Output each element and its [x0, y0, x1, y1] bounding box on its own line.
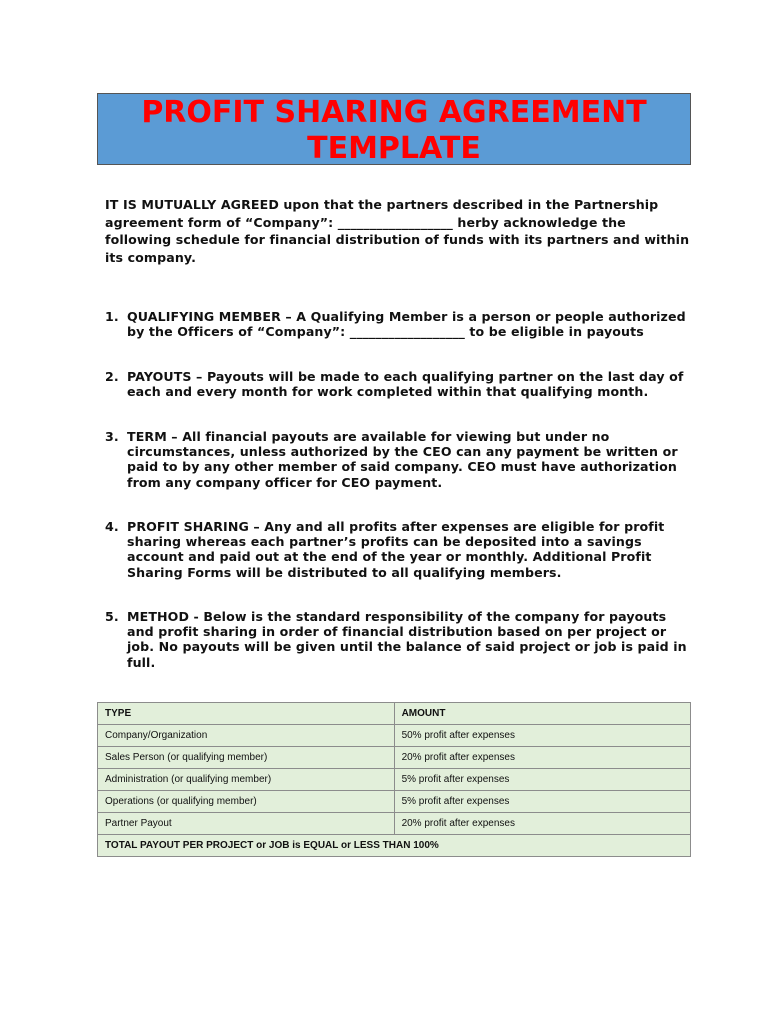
- clause-text: METHOD - Below is the standard responsibility of the company for payouts and profit sharing in order of financial distribution based on per project or job. No payouts will be given until the balance of said project or job is paid in full.: [127, 609, 687, 670]
- clause-text: PROFIT SHARING – Any and all profits after expenses are eligible for profit sharing whereas each partner’s profits can be deposited into a savings account and paid out at the end of the year or monthly. Additional Profit Sharing Forms will be distributed to all qualifying members.: [127, 519, 665, 580]
- total-payout-note: TOTAL PAYOUT PER PROJECT or JOB is EQUAL or LESS THAN 100%: [98, 835, 691, 857]
- header-amount: AMOUNT: [394, 703, 690, 725]
- table-row: [98, 791, 691, 813]
- clause-text: TERM – All financial payouts are available for viewing but under no circumstances, unless authorized by the CEO can any payment be written or paid to by any other member of said company. CEO must have authorization from any company officer for CEO payment.: [127, 429, 678, 490]
- clause-number: 5.: [105, 609, 119, 624]
- cell-type: Sales Person (or qualifying member): [98, 747, 395, 769]
- clause-text: QUALIFYING MEMBER – A Qualifying Member is a person or people authorized by the Officers of “Company”: __________________ to be eligible in payouts: [127, 309, 686, 340]
- table-row: [98, 769, 691, 791]
- payout-table: [97, 702, 691, 857]
- table-total-row: [98, 835, 691, 857]
- clause-term: [105, 429, 695, 490]
- cell-amount: 5% profit after expenses: [394, 791, 690, 813]
- clause-number: 4.: [105, 519, 119, 534]
- intro-paragraph: IT IS MUTUALLY AGREED upon that the partners described in the Partnership agreement form of “Company”: __________________ herby acknowledge the following schedule for financial distribution of funds with its partners and within its company.: [105, 197, 690, 265]
- cell-amount: 20% profit after expenses: [394, 813, 690, 835]
- clause-text: PAYOUTS – Payouts will be made to each qualifying partner on the last day of each and every month for work completed within that qualifying month.: [127, 369, 684, 400]
- table-row: [98, 813, 691, 835]
- table-row: [98, 725, 691, 747]
- cell-type: Company/Organization: [98, 725, 395, 747]
- document-title: PROFIT SHARING AGREEMENT TEMPLATE: [141, 95, 647, 166]
- cell-amount: 50% profit after expenses: [394, 725, 690, 747]
- clause-number: 3.: [105, 429, 119, 444]
- cell-amount: 5% profit after expenses: [394, 769, 690, 791]
- header-type: TYPE: [98, 703, 395, 725]
- cell-amount: 20% profit after expenses: [394, 747, 690, 769]
- clause-method: [105, 609, 695, 670]
- cell-type: Administration (or qualifying member): [98, 769, 395, 791]
- cell-type: Partner Payout: [98, 813, 395, 835]
- clause-payouts: [105, 369, 695, 399]
- clause-number: 2.: [105, 369, 119, 384]
- table-row: [98, 747, 691, 769]
- clause-number: 1.: [105, 309, 119, 324]
- clause-qualifying-member: [105, 309, 695, 339]
- cell-type: Operations (or qualifying member): [98, 791, 395, 813]
- document-title-box: [97, 93, 691, 165]
- table-header-row: [98, 703, 691, 725]
- clause-profit-sharing: [105, 519, 695, 580]
